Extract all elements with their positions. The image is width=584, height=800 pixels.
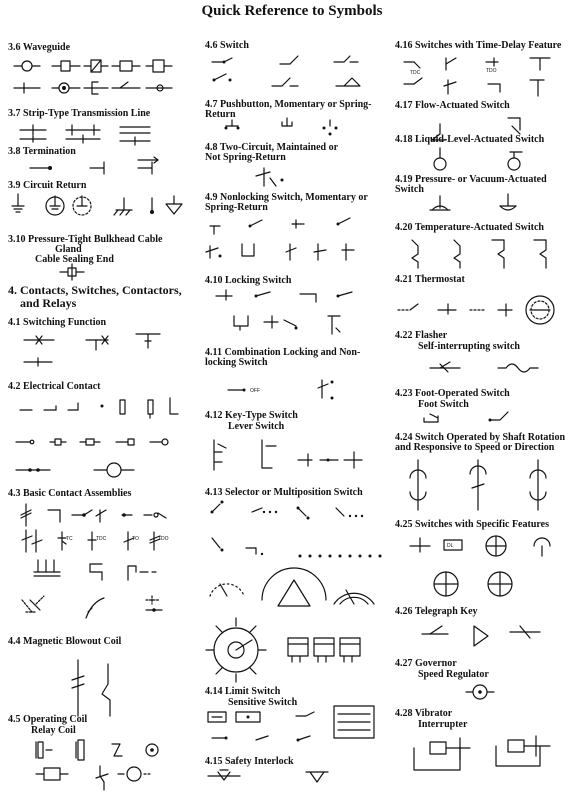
dl-label: DL	[447, 543, 454, 549]
key-type-switch-symbols	[214, 440, 362, 470]
section-4-11-label: 4.11 Combination Locking and Non-	[205, 347, 361, 358]
section-4-7-label: 4.7 Pushbutton, Momentary or Spring-	[205, 99, 372, 110]
bulkhead-cable-symbol	[60, 264, 84, 280]
section-4-16-label: 4.16 Switches with Time-Delay Feature	[395, 40, 562, 51]
magnetic-blowout-coil-symbols	[72, 660, 110, 716]
section-3-10-label: 3.10 Pressure-Tight Bulkhead Cable	[8, 234, 163, 245]
section-3-8-label: 3.8 Termination	[8, 146, 76, 157]
safety-interlock-symbols	[208, 770, 328, 782]
section-4-14-label: 4.14 Limit Switch	[205, 686, 281, 697]
section-4-6-label: 4.6 Switch	[205, 40, 249, 51]
rotary-selector-symbol	[206, 618, 266, 682]
section-4-25-label: 4.25 Switches with Specific Features	[395, 519, 549, 530]
nonlocking-switch-symbols	[206, 218, 354, 260]
section-4-13-label: 4.13 Selector or Multiposition Switch	[205, 487, 363, 498]
section-4-label-2: and Relays	[20, 296, 77, 310]
two-circuit-switch-symbol	[256, 168, 284, 186]
section-4-26-label: 4.26 Telegraph Key	[395, 606, 478, 617]
vibrator-symbols	[414, 736, 550, 770]
limit-switch-symbols	[208, 706, 374, 742]
locking-switch-symbols	[216, 290, 352, 334]
section-4-3-label: 4.3 Basic Contact Assemblies	[8, 488, 132, 499]
temperature-switch-symbols	[412, 240, 546, 268]
section-4-8-label: 4.8 Two-Circuit, Maintained or	[205, 142, 339, 153]
section-4-5-relay-coil: Relay Coil	[31, 725, 76, 736]
section-4-19-label: 4.19 Pressure- or Vacuum-Actuated	[395, 174, 547, 185]
section-4-22-label: 4.22 Flasher	[395, 330, 448, 341]
tdo-label: TDO	[158, 536, 169, 542]
tdc-label-2: TDC	[410, 70, 421, 76]
selector-switch-symbols	[210, 501, 382, 607]
section-4-4-label: 4.4 Magnetic Blowout Coil	[8, 636, 122, 647]
off-label: OFF	[250, 388, 260, 394]
section-4-17-label: 4.17 Flow-Actuated Switch	[395, 100, 510, 111]
section-4-10-label: 4.10 Locking Switch	[205, 275, 292, 286]
section-4-18-label: 4.18 Liquid-Level-Actuated Switch	[395, 134, 545, 145]
section-4-14-sensitive: Sensitive Switch	[228, 697, 298, 708]
liquid-level-switch-symbols	[434, 148, 522, 170]
time-delay-switch-symbols	[404, 58, 550, 96]
section-4-21-label: 4.21 Thermostat	[395, 274, 465, 285]
shaft-rotation-switch-symbols	[410, 460, 546, 510]
switching-function-symbols	[24, 334, 160, 366]
section-4-28-label: 4.28 Vibrator	[395, 708, 453, 719]
section-4-24-label: 4.24 Switch Operated by Shaft Rotation	[395, 432, 566, 443]
section-4-7-return: Return	[205, 109, 236, 120]
foot-switch-symbols	[424, 412, 508, 422]
section-4-2-label: 4.2 Electrical Contact	[8, 381, 101, 392]
section-3-9-label: 3.9 Circuit Return	[8, 180, 87, 191]
operating-coil-symbols	[36, 740, 158, 790]
strip-transmission-line-symbols	[20, 125, 150, 145]
section-4-19-switch: Switch	[395, 184, 424, 195]
combination-locking-switch-symbols	[228, 380, 334, 400]
tc-label: TC	[66, 536, 73, 542]
section-4-23-foot-switch: Foot Switch	[418, 399, 469, 410]
section-4-24-speed-direction: and Responsive to Speed or Direction	[395, 442, 555, 453]
switch-symbols	[212, 56, 360, 86]
section-4-15-label: 4.15 Safety Interlock	[205, 756, 294, 767]
specific-feature-switch-symbols	[410, 536, 550, 596]
telegraph-key-symbols	[422, 626, 540, 646]
section-4-1-label: 4.1 Switching Function	[8, 317, 107, 328]
section-4-27-speed-regulator: Speed Regulator	[418, 669, 489, 680]
governor-symbol	[466, 685, 494, 699]
section-3-10-gland: Gland	[55, 244, 82, 255]
circuit-return-symbols	[12, 194, 182, 215]
section-3-10-sealing-end: Cable Sealing End	[35, 254, 114, 265]
section-3-6-label: 3.6 Waveguide	[8, 42, 71, 53]
multiposition-array-symbol	[288, 638, 360, 662]
pushbutton-symbols	[225, 118, 338, 136]
section-4-23-label: 4.23 Foot-Operated Switch	[395, 388, 510, 399]
termination-symbols	[30, 157, 158, 174]
section-4-20-label: 4.20 Temperature-Actuated Switch	[395, 222, 544, 233]
section-4-12-label: 4.12 Key-Type Switch	[205, 410, 298, 421]
tdo-label-2: TDO	[486, 68, 497, 74]
section-4-8-not-spring: Not Spring-Return	[205, 152, 286, 163]
to-label: TO	[132, 536, 139, 542]
electrical-contact-symbols	[16, 398, 178, 477]
pressure-switch-symbols	[430, 194, 516, 210]
section-4-28-interrupter: Interrupter	[418, 719, 468, 730]
section-4-12-lever: Lever Switch	[228, 421, 285, 432]
thermostat-symbols	[398, 296, 554, 324]
section-4-22-self-interrupting: Self-interrupting switch	[418, 341, 520, 352]
section-4-9-label: 4.9 Nonlocking Switch, Momentary or	[205, 192, 368, 203]
tdc-label: TDC	[96, 536, 107, 542]
section-4-27-label: 4.27 Governor	[395, 658, 457, 669]
section-4-11-nonlocking: locking Switch	[205, 357, 268, 368]
page-title: Quick Reference to Symbols	[201, 3, 383, 19]
flasher-symbols	[430, 362, 538, 372]
section-3-7-label: 3.7 Strip-Type Transmission Line	[8, 108, 151, 119]
waveguide-symbols	[14, 60, 172, 94]
section-4-5-label: 4.5 Operating Coil	[8, 714, 88, 725]
basic-contact-assembly-symbols	[21, 504, 166, 618]
section-4-9-spring: Spring-Return	[205, 202, 268, 213]
section-4-label: 4. Contacts, Switches, Contactors,	[8, 283, 182, 297]
